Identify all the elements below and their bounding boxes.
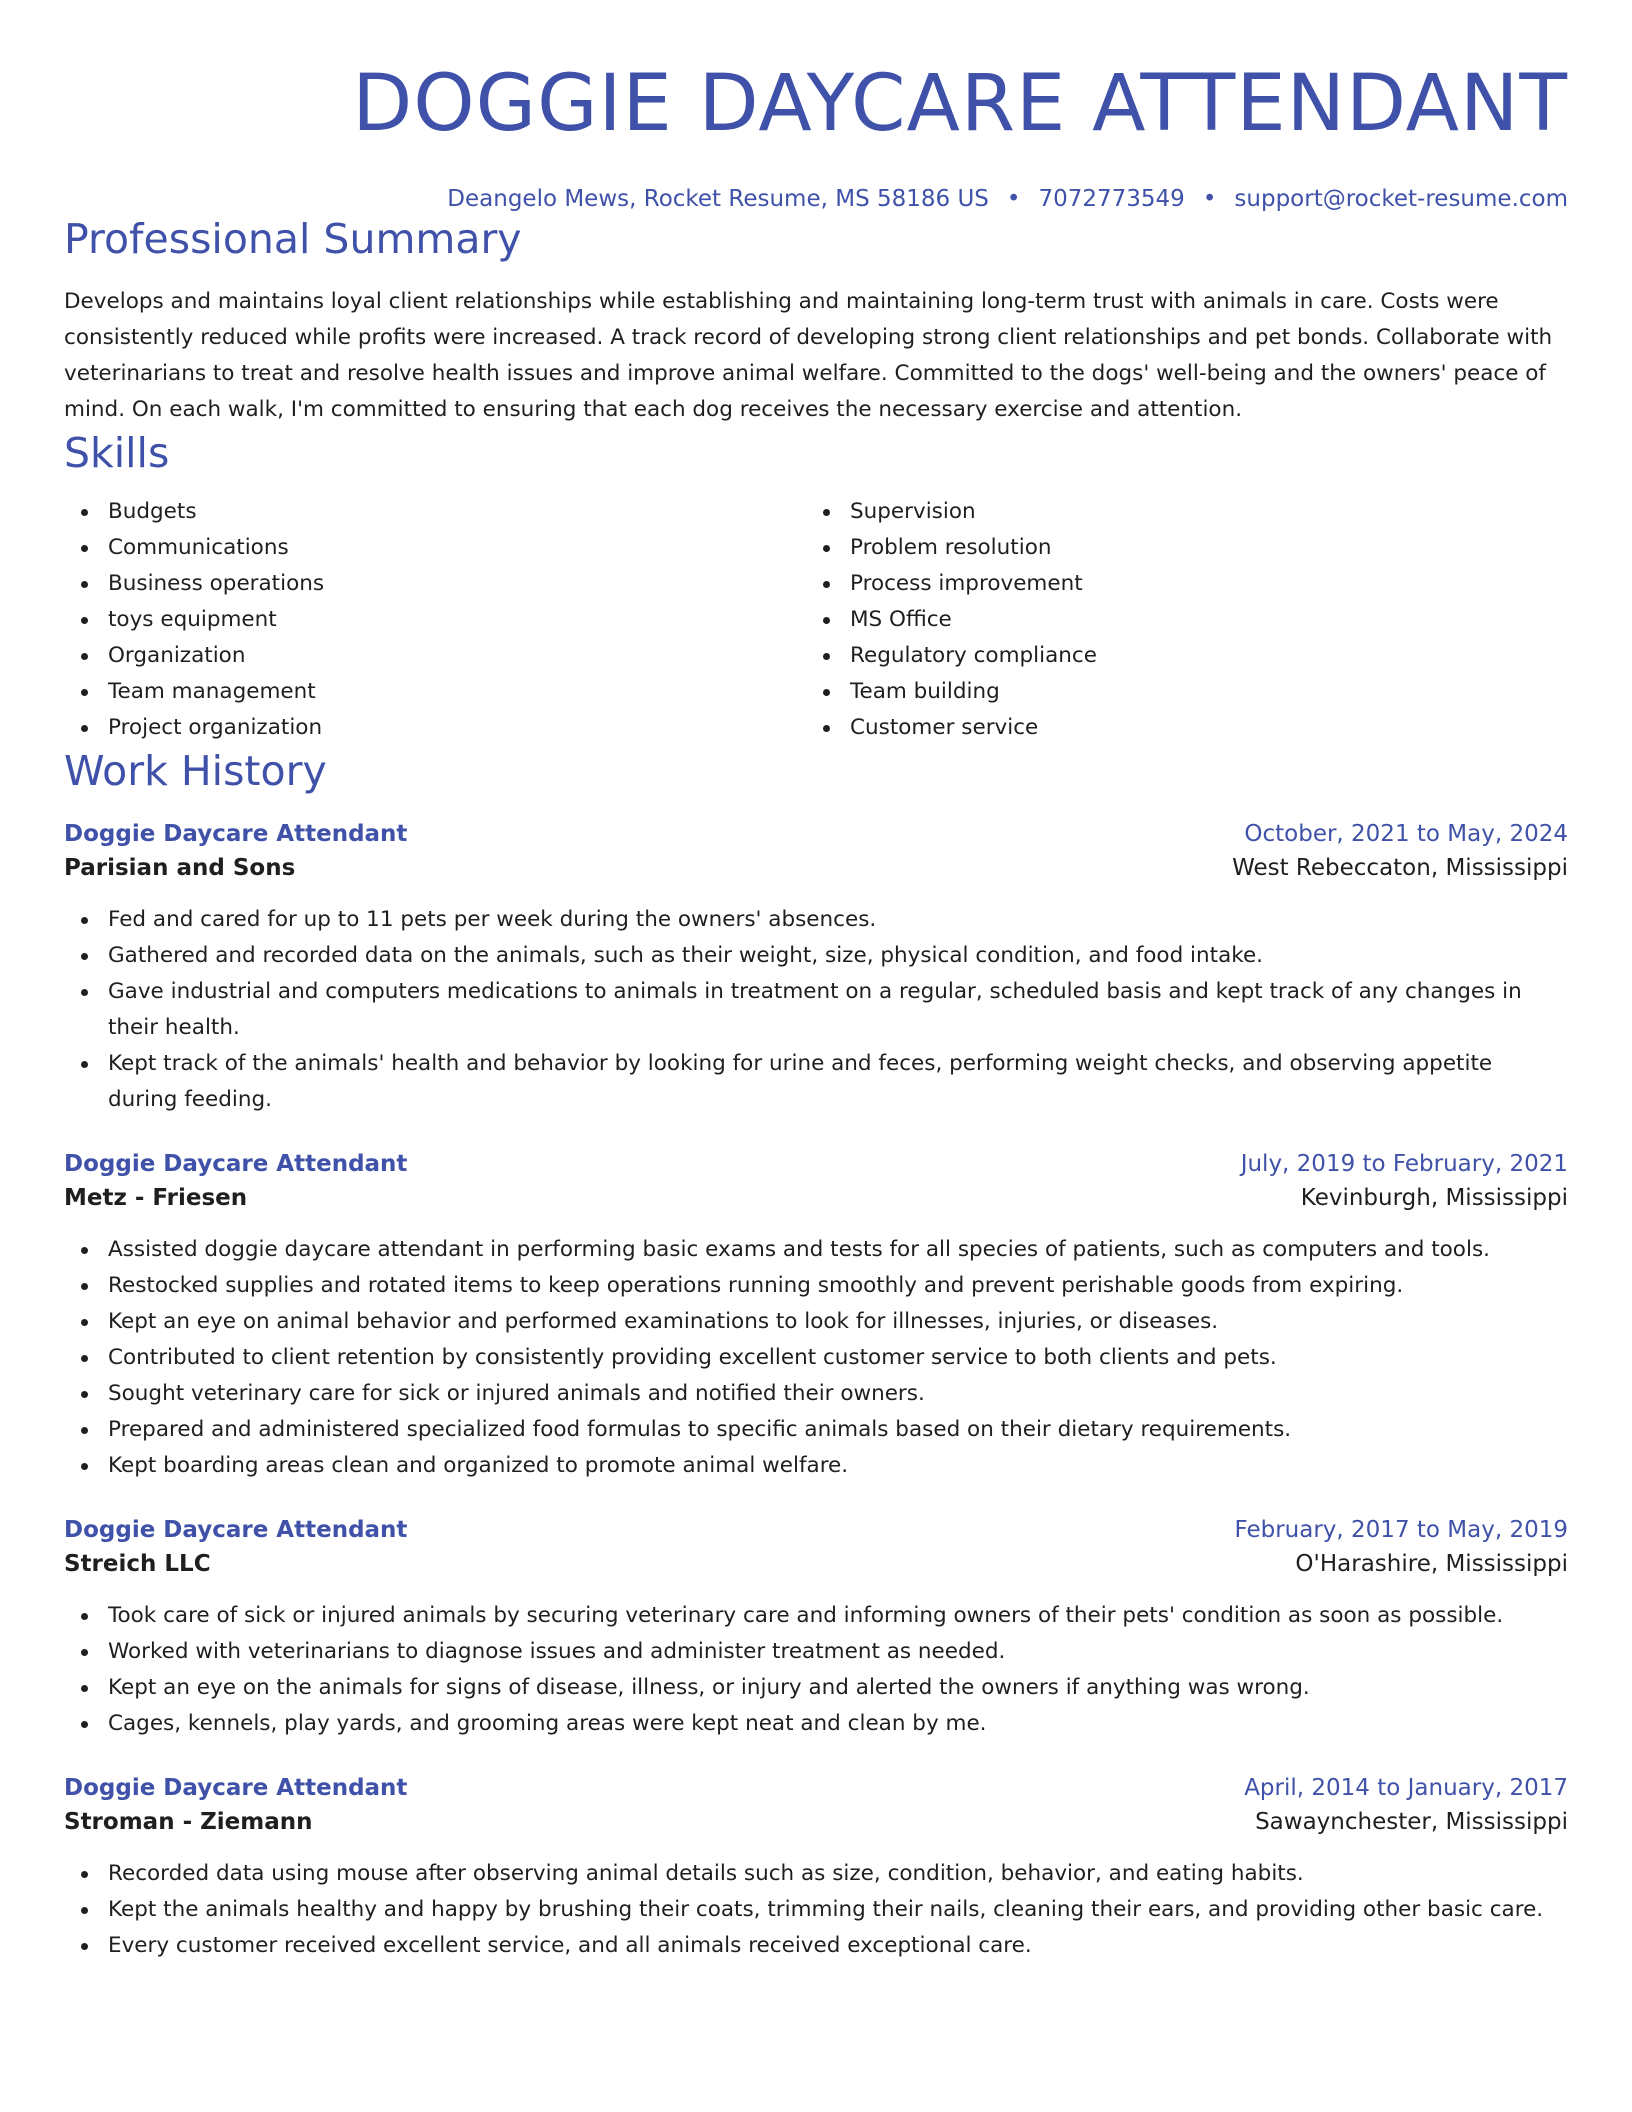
job-bullet: Assisted doggie daycare attendant in performing basic exams and tests for all species of patients, such as computers and tools. xyxy=(64,1232,1568,1268)
job-bullet: Kept track of the animals' health and behavior by looking for urine and feces, performing weight checks, and observing appetite during feeding. xyxy=(64,1046,1568,1118)
job-bullet: Recorded data using mouse after observing animal details such as size, condition, behavior, and eating habits. xyxy=(64,1856,1568,1892)
skills-list xyxy=(64,494,1568,746)
skill-item: MS Office xyxy=(806,602,1548,638)
job-dates: July, 2019 to February, 2021 xyxy=(1240,1151,1568,1177)
job-bullet: Contributed to client retention by consistently providing excellent customer service to both clients and pets. xyxy=(64,1340,1568,1376)
job-title: Doggie Daycare Attendant xyxy=(64,1151,408,1177)
skill-item: Budgets xyxy=(64,494,806,530)
contact-line xyxy=(64,184,1568,214)
job-bullet: Kept the animals healthy and happy by brushing their coats, trimming their nails, cleaning their ears, and providing other basic care. xyxy=(64,1892,1568,1928)
job-title: Doggie Daycare Attendant xyxy=(64,1775,408,1801)
job-location: O'Harashire, Mississippi xyxy=(1295,1551,1568,1577)
skill-item: Regulatory compliance xyxy=(806,638,1548,674)
job-bullet: Kept an eye on animal behavior and performed examinations to look for illnesses, injuries, or diseases. xyxy=(64,1304,1568,1340)
skill-item: Customer service xyxy=(806,710,1548,746)
job-bullet: Gave industrial and computers medications to animals in treatment on a regular, scheduled basis and kept track of any changes in their health. xyxy=(64,974,1568,1046)
job-bullet: Took care of sick or injured animals by securing veterinary care and informing owners of their pets' condition as soon as possible. xyxy=(64,1598,1568,1634)
job-bullet: Prepared and administered specialized food formulas to specific animals based on their dietary requirements. xyxy=(64,1412,1568,1448)
skills-column-left xyxy=(64,494,806,746)
job-bullets xyxy=(64,1598,1568,1742)
skill-item: Communications xyxy=(64,530,806,566)
job-bullet: Every customer received excellent service, and all animals received exceptional care. xyxy=(64,1928,1568,1964)
job-title: Doggie Daycare Attendant xyxy=(64,821,408,847)
summary-text: Develops and maintains loyal client relationships while establishing and maintaining long-term trust with animals in care. Costs were consistently reduced while profits were increased. A track record of developing strong client relationships and pet bonds. Collaborate with veterinarians to treat and resolve health issues and improve animal welfare. Committed to the dogs' well-being and the owners' peace of mind. On each walk, I'm committed to ensuring that each dog receives the necessary exercise and attention. xyxy=(64,289,1553,422)
skill-item: Supervision xyxy=(806,494,1548,530)
job-bullet: Kept an eye on the animals for signs of disease, illness, or injury and alerted the owners if anything was wrong. xyxy=(64,1670,1568,1706)
job-bullets xyxy=(64,1232,1568,1484)
skills-column-right xyxy=(806,494,1548,746)
skill-item: Team building xyxy=(806,674,1548,710)
skill-item: Project organization xyxy=(64,710,806,746)
job-bullet: Fed and cared for up to 11 pets per week during the owners' absences. xyxy=(64,902,1568,938)
job-bullet: Gathered and recorded data on the animals, such as their weight, size, physical condition, and food intake. xyxy=(64,938,1568,974)
job-bullet: Sought veterinary care for sick or injured animals and notified their owners. xyxy=(64,1376,1568,1412)
job-location: Kevinburgh, Mississippi xyxy=(1300,1185,1568,1211)
summary-heading: Professional Summary xyxy=(64,215,522,263)
contact-phone: 7072773549 xyxy=(1038,186,1185,212)
job-location: Sawaynchester, Mississippi xyxy=(1255,1809,1568,1835)
job-location: West Rebeccaton, Mississippi xyxy=(1232,855,1568,881)
job-entry xyxy=(64,1514,1568,1742)
resume-page xyxy=(64,0,1568,1964)
job-entry xyxy=(64,1148,1568,1484)
job-title: Doggie Daycare Attendant xyxy=(64,1517,408,1543)
job-company: Parisian and Sons xyxy=(64,855,296,881)
job-bullets xyxy=(64,1856,1568,1964)
job-company: Metz - Friesen xyxy=(64,1185,248,1211)
job-bullet: Cages, kennels, play yards, and grooming areas were kept neat and clean by me. xyxy=(64,1706,1568,1742)
job-bullets xyxy=(64,902,1568,1118)
job-bullet: Worked with veterinarians to diagnose issues and administer treatment as needed. xyxy=(64,1634,1568,1670)
work-history-heading: Work History xyxy=(64,747,327,795)
skill-item: Team management xyxy=(64,674,806,710)
skill-item: Business operations xyxy=(64,566,806,602)
job-company: Stroman - Ziemann xyxy=(64,1809,313,1835)
skill-item: Organization xyxy=(64,638,806,674)
job-bullet: Restocked supplies and rotated items to keep operations running smoothly and prevent perishable goods from expiring. xyxy=(64,1268,1568,1304)
job-company: Streich LLC xyxy=(64,1551,211,1577)
page-title: DOGGIE DAYCARE ATTENDANT xyxy=(352,59,1568,149)
job-dates: April, 2014 to January, 2017 xyxy=(1244,1775,1568,1801)
skills-heading: Skills xyxy=(64,429,170,477)
contact-separator: • xyxy=(1202,186,1217,212)
job-entry xyxy=(64,818,1568,1118)
job-bullet: Kept boarding areas clean and organized to promote animal welfare. xyxy=(64,1448,1568,1484)
job-dates: October, 2021 to May, 2024 xyxy=(1244,821,1568,847)
skill-item: Problem resolution xyxy=(806,530,1548,566)
skill-item: Process improvement xyxy=(806,566,1548,602)
skill-item: toys equipment xyxy=(64,602,806,638)
contact-email: support@rocket-resume.com xyxy=(1234,186,1568,212)
job-dates: February, 2017 to May, 2019 xyxy=(1234,1517,1568,1543)
job-entry xyxy=(64,1772,1568,1964)
contact-address: Deangelo Mews, Rocket Resume, MS 58186 US xyxy=(447,186,989,212)
contact-separator: • xyxy=(1006,186,1021,212)
